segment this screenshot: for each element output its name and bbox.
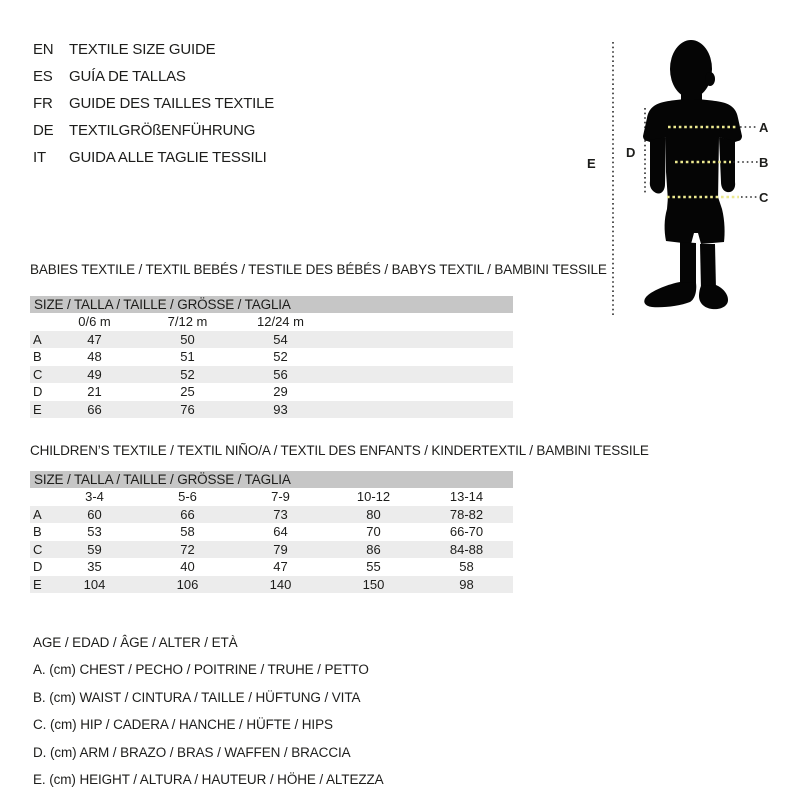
row-label: D: [33, 384, 43, 400]
cell-value: 140: [269, 576, 292, 592]
cell-value: 49: [87, 366, 102, 382]
language-title: TEXTILE SIZE GUIDE: [69, 41, 216, 58]
cell-value: 66: [87, 401, 102, 417]
table-row: [30, 576, 513, 593]
cell-value: 56: [273, 366, 288, 382]
cell-value: 104: [83, 576, 106, 592]
row-label: A: [33, 332, 42, 347]
measure-label-c: C: [759, 190, 769, 205]
column-label: 0/6 m: [78, 314, 111, 329]
cell-value: 64: [273, 524, 288, 540]
cell-value: 86: [366, 541, 381, 557]
measure-label-b: B: [759, 155, 769, 170]
cell-value: 59: [87, 541, 102, 557]
cell-value: 52: [180, 366, 195, 382]
row-label: A: [33, 507, 42, 522]
cell-value: 66: [180, 507, 195, 522]
language-code: ES: [33, 68, 53, 85]
cell-value: 40: [180, 559, 195, 575]
language-title-block: [33, 36, 274, 171]
cell-value: 150: [362, 576, 385, 592]
table-row: [30, 383, 513, 400]
cell-value: 73: [273, 507, 288, 522]
language-code: EN: [33, 41, 54, 58]
babies-section-title: BABIES TEXTILE / TEXTIL BEBÉS / TESTILE DES BÉBÉS / BABYS TEXTIL / BAMBINI TESSILE: [30, 262, 607, 277]
row-label: B: [33, 524, 42, 540]
column-label: 7-9: [271, 489, 290, 504]
children-size-table: [30, 488, 513, 593]
table-row: [30, 401, 513, 418]
cell-value: 21: [87, 384, 102, 400]
language-row: [33, 117, 274, 144]
cell-value: 58: [459, 559, 474, 575]
cell-value: 80: [366, 507, 381, 522]
table-row: [30, 331, 513, 348]
language-row: [33, 144, 274, 171]
cell-value: 50: [180, 332, 195, 347]
row-label: B: [33, 349, 42, 365]
row-label: C: [33, 541, 43, 557]
measure-label-d: D: [626, 145, 636, 160]
legend-line-age: AGE / EDAD / ÂGE / ALTER / ETÀ: [33, 635, 238, 650]
legend-line-chest: A. (cm) CHEST / PECHO / POITRINE / TRUHE / PETTO: [33, 662, 369, 678]
column-label: 7/12 m: [167, 314, 208, 329]
table-row: [30, 506, 513, 523]
table-row: [30, 558, 513, 575]
cell-value: 66-70: [449, 524, 484, 540]
cell-value: 47: [87, 332, 102, 347]
cell-value: 54: [273, 332, 288, 347]
legend-line-hip: C. (cm) HIP / CADERA / HANCHE / HÜFTE / HIPS: [33, 717, 333, 733]
cell-value: 51: [180, 349, 195, 365]
babies-column-header-row: [30, 313, 513, 331]
language-row: [33, 36, 274, 63]
cell-value: 58: [180, 524, 195, 540]
column-label: 12/24 m: [257, 314, 304, 329]
children-section-title: CHILDREN’S TEXTILE / TEXTIL NIÑO/A / TEXTIL DES ENFANTS / KINDERTEXTIL / BAMBINI TESSILE: [30, 443, 649, 458]
language-code: DE: [33, 122, 54, 139]
cell-value: 52: [273, 349, 288, 365]
legend-line-arm: D. (cm) ARM / BRAZO / BRAS / WAFFEN / BRACCIA: [33, 744, 351, 760]
cell-value: 84-88: [449, 541, 484, 557]
cell-value: 98: [459, 576, 474, 592]
table-row: [30, 366, 513, 383]
cell-value: 48: [87, 349, 102, 365]
language-title: TEXTILGRÖßENFÜHRUNG: [69, 122, 256, 139]
cell-value: 25: [180, 384, 195, 400]
cell-value: 35: [87, 559, 102, 575]
row-label: E: [33, 576, 42, 592]
column-label: 13-14: [449, 489, 484, 504]
row-label: D: [33, 559, 43, 575]
measure-label-a: A: [759, 120, 769, 135]
babies-size-header: SIZE / TALLA / TAILLE / GRÖSSE / TAGLIA: [30, 296, 513, 313]
table-row: [30, 348, 513, 365]
legend-line-waist: B. (cm) WAIST / CINTURA / TAILLE / HÜFTUNG / VITA: [33, 689, 361, 705]
language-code: FR: [33, 95, 53, 112]
table-row: [30, 541, 513, 558]
children-column-header-row: [30, 488, 513, 506]
column-label: 5-6: [178, 489, 197, 504]
row-label: E: [33, 401, 42, 417]
measurement-legend: [33, 629, 384, 793]
column-label: 3-4: [85, 489, 104, 504]
babies-size-table: [30, 313, 513, 418]
cell-value: 79: [273, 541, 288, 557]
cell-value: 76: [180, 401, 195, 417]
cell-value: 55: [366, 559, 381, 575]
language-title: GUIDA ALLE TAGLIE TESSILI: [69, 149, 267, 166]
language-title: GUÍA DE TALLAS: [69, 68, 186, 85]
table-row: [30, 523, 513, 540]
cell-value: 60: [87, 507, 102, 522]
cell-value: 72: [180, 541, 195, 557]
language-code: IT: [33, 149, 46, 166]
column-label: 10-12: [356, 489, 391, 504]
children-size-header: SIZE / TALLA / TAILLE / GRÖSSE / TAGLIA: [30, 471, 513, 488]
legend-line-height: E. (cm) HEIGHT / ALTURA / HAUTEUR / HÖHE / ALTEZZA: [33, 772, 384, 788]
child-silhouette-icon: [590, 38, 770, 318]
cell-value: 106: [176, 576, 199, 592]
cell-value: 53: [87, 524, 102, 540]
cell-value: 47: [273, 559, 288, 575]
language-row: [33, 90, 274, 117]
row-label: C: [33, 366, 43, 382]
cell-value: 70: [366, 524, 381, 540]
language-row: [33, 63, 274, 90]
cell-value: 78-82: [449, 507, 484, 522]
cell-value: 29: [273, 384, 288, 400]
cell-value: 93: [273, 401, 288, 417]
measure-label-e: E: [587, 156, 596, 171]
language-title: GUIDE DES TAILLES TEXTILE: [69, 95, 275, 112]
